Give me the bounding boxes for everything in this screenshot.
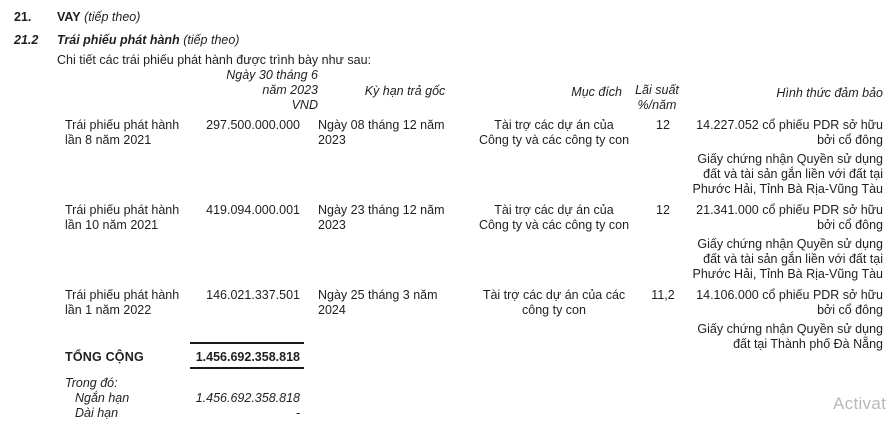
subsection-heading <box>0 33 889 48</box>
intro-text: Chi tiết các trái phiếu phát hành được trình bày như sau: <box>57 53 372 67</box>
table-row <box>58 118 883 197</box>
breakdown-row <box>58 406 883 421</box>
bond-term: Ngày 08 tháng 12 năm 2023 <box>318 118 445 147</box>
collateral-paragraph: Giấy chứng nhận Quyền sử dụng đất và tài sản gắn liền với đất tại Phước Hải, Tỉnh Bà Rịa-Vũng Tàu <box>692 152 883 196</box>
bond-name: Trái phiếu phát hành lần 8 năm 2021 <box>65 118 180 147</box>
breakdown-item-label: Dài hạn <box>75 406 119 420</box>
bond-collateral <box>680 203 883 282</box>
subsection-number: 21.2 <box>14 33 39 47</box>
bond-amount: 297.500.000.000 <box>206 118 300 132</box>
bond-amount: 419.094.000.001 <box>206 203 300 217</box>
section-title-wrap <box>57 10 140 25</box>
bond-rate: 11,2 <box>651 288 675 302</box>
header-purpose: Mục đích <box>571 85 622 99</box>
collateral-paragraph: 14.227.052 cổ phiếu PDR sở hữu bởi cổ đông <box>696 118 883 147</box>
total-amount: 1.456.692.358.818 <box>190 342 304 369</box>
bond-name: Trái phiếu phát hành lần 10 năm 2021 <box>65 203 180 232</box>
subsection-title-wrap <box>57 33 239 48</box>
total-label: TỔNG CỘNG <box>65 350 144 364</box>
bond-rate: 12 <box>656 203 670 217</box>
bond-term: Ngày 23 tháng 12 năm 2023 <box>318 203 445 232</box>
breakdown-item-amount: - <box>295 406 300 420</box>
header-amount-line1: Ngày 30 tháng 6 <box>226 68 318 82</box>
bond-purpose: Tài trợ các dự án của các công ty con <box>482 288 626 317</box>
section-suffix: (tiếp theo) <box>84 10 141 24</box>
breakdown-item-amount: 1.456.692.358.818 <box>195 391 300 405</box>
bond-purpose: Tài trợ các dự án của Công ty và các công ty con <box>478 118 630 147</box>
collateral-paragraph: Giấy chứng nhận Quyền sử dụng đất tại Thành phố Đà Nẵng <box>697 322 883 351</box>
subsection-suffix: (tiếp theo) <box>183 33 240 47</box>
bond-term: Ngày 25 tháng 3 năm 2024 <box>318 288 438 317</box>
bond-name: Trái phiếu phát hành lần 1 năm 2022 <box>65 288 180 317</box>
bond-collateral <box>680 118 883 197</box>
bonds-table <box>58 68 883 369</box>
header-rate <box>634 83 680 113</box>
header-term: Kỳ hạn trả gốc <box>364 84 446 98</box>
collateral-paragraph: 21.341.000 cổ phiếu PDR sở hữu bởi cổ đông <box>696 203 883 232</box>
table-header <box>58 68 883 113</box>
section-number: 21. <box>14 10 32 24</box>
bond-purpose: Tài trợ các dự án của Công ty và các công ty con <box>478 203 630 232</box>
section-title: VAY <box>57 10 81 24</box>
breakdown-label: Trong đó: <box>65 376 118 390</box>
header-rate-line2: %/năm <box>637 98 677 112</box>
breakdown-row <box>58 391 883 406</box>
collateral-paragraph: 14.106.000 cổ phiếu PDR sở hữu bởi cổ đông <box>696 288 883 317</box>
header-collateral: Hình thức đảm bảo <box>776 86 883 100</box>
header-amount-date <box>204 68 318 113</box>
header-amount-unit: VND <box>291 98 318 112</box>
section-heading <box>0 10 889 25</box>
subsection-title: Trái phiếu phát hành <box>57 33 180 47</box>
bond-rate: 12 <box>656 118 670 132</box>
header-amount-line2: năm 2023 <box>262 83 318 97</box>
bond-collateral <box>680 288 883 352</box>
activate-windows-watermark: Activat <box>833 394 887 413</box>
collateral-paragraph: Giấy chứng nhận Quyền sử dụng đất và tài sản gắn liền với đất tại Phước Hải, Tỉnh Bà Rịa-Vũng Tàu <box>692 237 883 281</box>
header-rate-line1: Lãi suất <box>635 83 679 97</box>
breakdown-item-label: Ngắn hạn <box>75 391 130 405</box>
bond-amount: 146.021.337.501 <box>206 288 300 302</box>
table-row <box>58 203 883 282</box>
